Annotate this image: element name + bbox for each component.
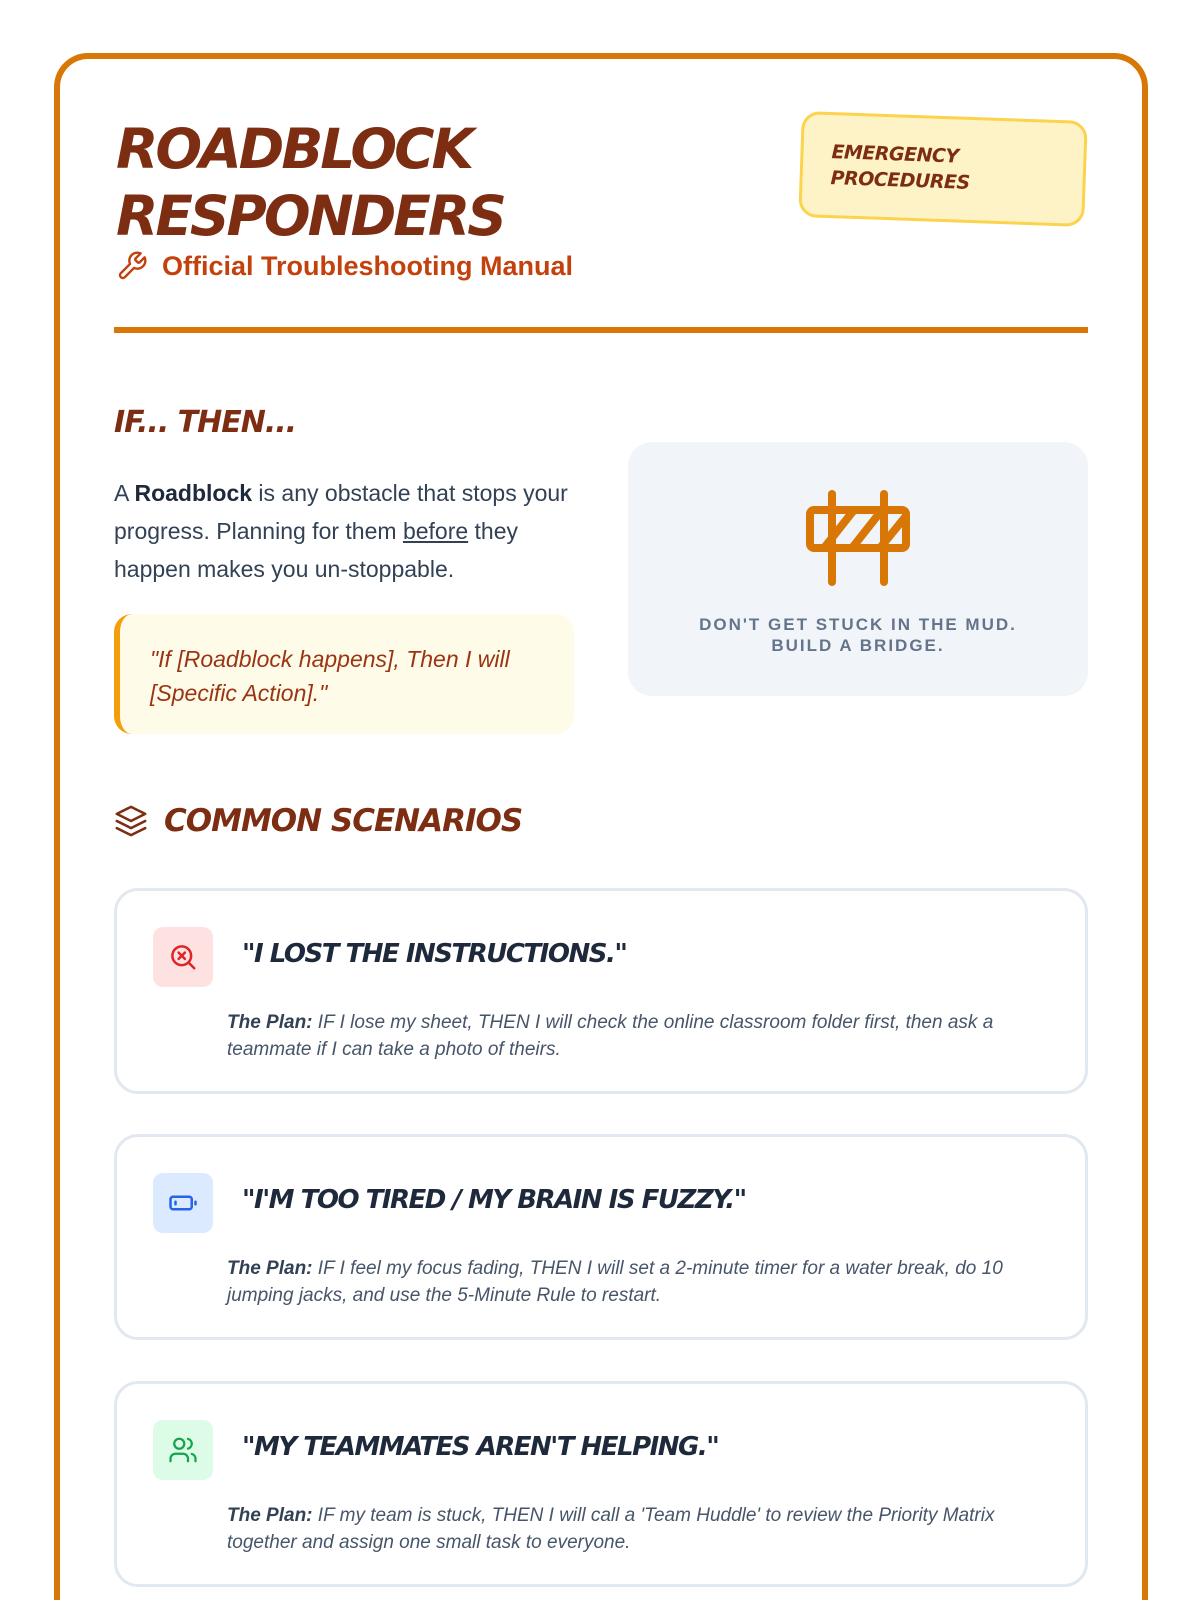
- search-x-icon: [168, 942, 198, 972]
- intro-text-1: A: [114, 480, 135, 506]
- common-scenarios-title: COMMON SCENARIOS: [164, 803, 523, 839]
- scenario-title: "I LOST THE INSTRUCTIONS.": [242, 939, 627, 969]
- subtitle: [116, 250, 573, 282]
- stamp-line-2: PROCEDURES: [830, 167, 971, 194]
- stamp-line-1: EMERGENCY: [831, 141, 960, 168]
- scenario-icon-box: [153, 1420, 213, 1480]
- title-line-2: RESPONDERS: [116, 184, 504, 248]
- header-divider: [114, 327, 1088, 333]
- subtitle-text: Official Troubleshooting Manual: [162, 250, 574, 281]
- scenario-icon-box: [153, 1173, 213, 1233]
- construction-barrier-icon: [804, 488, 912, 588]
- if-then-heading: IF... THEN...: [114, 405, 297, 440]
- intro-underline: before: [402, 518, 469, 544]
- plan-text: IF my team is stuck, THEN I will call a 'Team Huddle' to review the Priority Matrix together and assign one small task to everyone.: [227, 1505, 995, 1553]
- intro-keyword: Roadblock: [134, 480, 253, 506]
- scenario-card-lost-instructions: [114, 888, 1088, 1094]
- scenario-card-teammates: [114, 1381, 1088, 1587]
- scenario-title: "I'M TOO TIRED / MY BRAIN IS FUZZY.": [242, 1185, 746, 1215]
- users-icon: [168, 1435, 198, 1465]
- intro-text-3: they happen makes you un-stoppable.: [114, 518, 519, 582]
- title-line-1: ROADBLOCK: [116, 117, 472, 181]
- plan-text: IF I feel my focus fading, THEN I will set a 2-minute timer for a water break, do 10 jumping jacks, and use the 5-Minute Rule to restart.: [227, 1258, 1003, 1306]
- scenario-card-too-tired: [114, 1134, 1088, 1340]
- scenario-title: "MY TEAMMATES AREN'T HELPING.": [242, 1432, 719, 1462]
- intro-paragraph: [114, 474, 574, 588]
- caption-line-2: BUILD A BRIDGE.: [771, 636, 945, 655]
- battery-low-icon: [168, 1188, 198, 1218]
- scenario-plan: [227, 1255, 1057, 1309]
- barrier-caption: [628, 614, 1088, 656]
- page-title: [116, 116, 504, 250]
- intro-text-2: is any obstacle that stops your progress. Planning for them: [114, 480, 568, 544]
- caption-line-1: DON'T GET STUCK IN THE MUD.: [699, 615, 1017, 634]
- wrench-icon: [116, 250, 148, 282]
- scenario-icon-box: [153, 927, 213, 987]
- common-scenarios-heading: [114, 803, 522, 839]
- layers-icon: [114, 804, 148, 838]
- plan-text: IF I lose my sheet, THEN I will check the online classroom folder first, then ask a teammate if I can take a photo of theirs.: [227, 1012, 994, 1060]
- scenario-plan: [227, 1009, 1057, 1063]
- plan-label: The Plan:: [227, 1505, 313, 1526]
- barrier-card: [628, 442, 1088, 696]
- formula-quote: "If [Roadblock happens], Then I will [Specific Action].": [114, 614, 574, 734]
- plan-label: The Plan:: [227, 1012, 313, 1033]
- emergency-stamp: [798, 111, 1088, 227]
- scenario-plan: [227, 1502, 1057, 1556]
- plan-label: The Plan:: [227, 1258, 313, 1279]
